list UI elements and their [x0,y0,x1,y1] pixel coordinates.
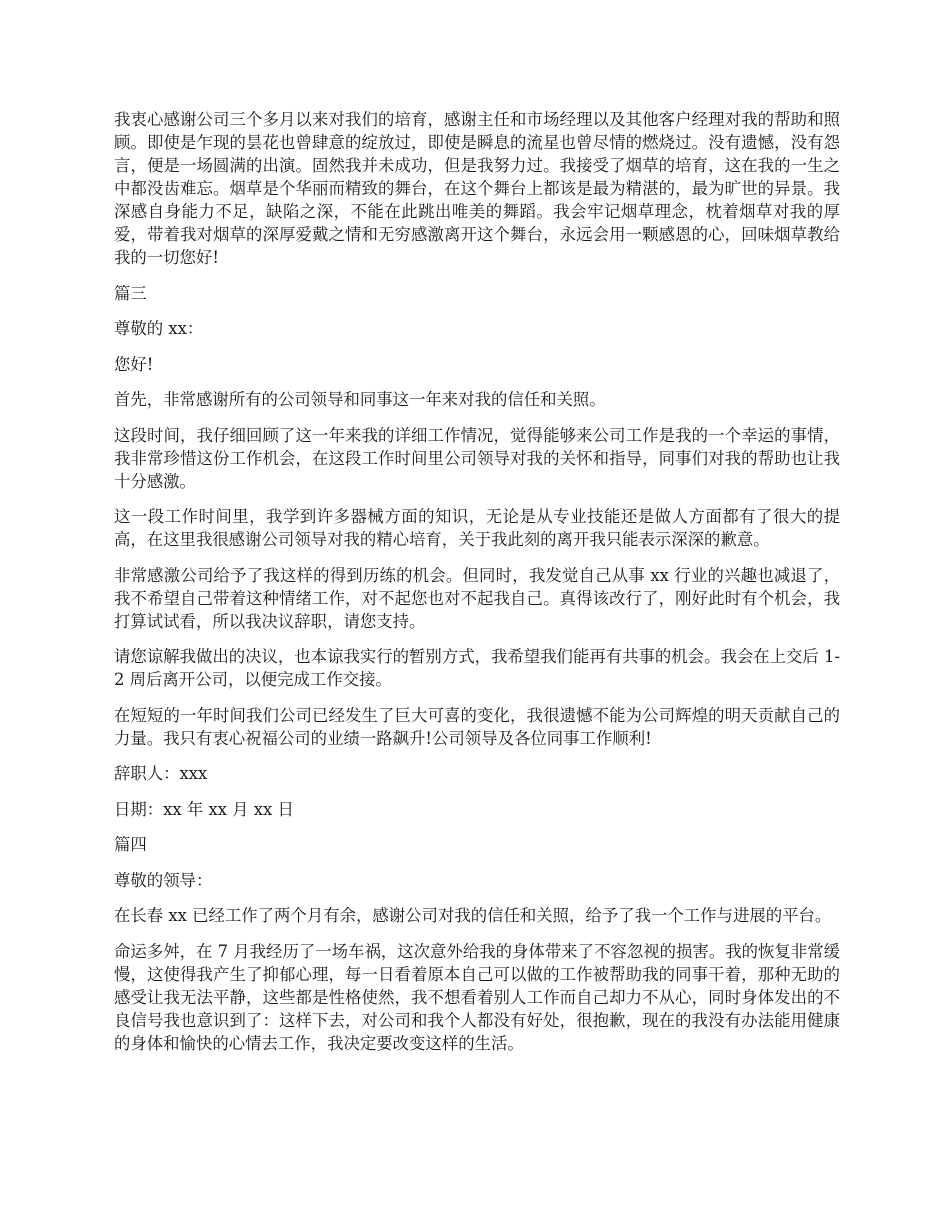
paragraph-accident: 命运多舛，在 7 月我经历了一场车祸，这次意外给我的身体带来了不容忽视的损害。我的恢复非常缓慢，这使得我产生了抑郁心理，每一日看着原本自己可以做的工作被帮助我的同事干着，那种无助的感受让我无法平静，这些都是性格使然，我不想看着别人工作而自己却力不从心，同时身体发出的不良信号我也意识到了：这样下去，对公司和我个人都没有好处，很抱歉，现在的我没有办法能用健康的身体和愉快的心情去工作，我决定要改变这样的生活。 [114,941,840,1053]
section-heading-3: 篇三 [114,283,147,303]
paragraph-intro: 在长春 xx 已经工作了两个月有余，感谢公司对我的信任和关照，给予了我一个工作与进展的平台。 [114,906,832,925]
document-body [114,108,840,1067]
paragraph-reason: 非常感激公司给予了我这样的得到历练的机会。但同时，我发觉自己从事 xx 行业的兴趣也减退了，我不希望自己带着这种情绪工作，对不起您也对不起我自己。真得该改行了，刚好此时有个机会，我打算试试看，所以我决议辞职，请您支持。 [114,565,840,631]
paragraph-request: 请您谅解我做出的决议，也本谅我实行的暂别方式，我希望我们能再有共事的机会。我会在上交后 1-2 周后离开公司，以便完成工作交接。 [114,647,840,689]
paragraph-thanks: 首先，非常感谢所有的公司领导和同事这一年来对我的信任和关照。 [114,390,606,409]
signature-line: 辞职人：xxx [114,764,208,783]
paragraph-gratitude: 我衷心感谢公司三个多月以来对我们的培育，感谢主任和市场经理以及其他客户经理对我的帮助和照顾。即使是乍现的昙花也曾肆意的绽放过，即使是瞬息的流星也曾尽情的燃烧过。没有遗憾，没有怨言，便是一场圆满的出演。固然我并未成功，但是我努力过。我接受了烟草的培育，这在我的一生之中都没齿难忘。烟草是个华丽而精致的舞台，在这个舞台上都该是最为精湛的，最为旷世的异景。我深感自身能力不足，缺陷之深，不能在此跳出唯美的舞蹈。我会牢记烟草理念，枕着烟草对我的厚爱，带着我对烟草的深厚爱戴之情和无穷感激离开这个舞台，永远会用一颗感恩的心，回味烟草教给我的一切您好! [114,110,840,267]
greeting: 您好! [114,354,154,374]
salutation-leader: 尊敬的领导： [114,870,213,890]
date-line: 日期：xx 年 xx 月 xx 日 [114,799,294,819]
salutation: 尊敬的 xx： [114,319,204,338]
paragraph-wishes: 在短短的一年时间我们公司已经发生了巨大可喜的变化，我很遗憾不能为公司辉煌的明天贡献自己的力量。我只有衷心祝福公司的业绩一路飙升!公司领导及各位同事工作顺利! [114,705,840,748]
section-heading-4: 篇四 [114,835,147,854]
paragraph-review: 这段时间，我仔细回顾了这一年来我的详细工作情况，觉得能够来公司工作是我的一个幸运的事情，我非常珍惜这份工作机会，在这段工作时间里公司领导对我的关怀和指导，同事们对我的帮助也让我十分感激。 [114,425,840,491]
paragraph-learning: 这一段工作时间里，我学到许多器械方面的知识，无论是从专业技能还是做人方面都有了很大的提高，在这里我很感谢公司领导对我的精心培育，关于我此刻的离开我只能表示深深的歉意。 [114,507,840,549]
